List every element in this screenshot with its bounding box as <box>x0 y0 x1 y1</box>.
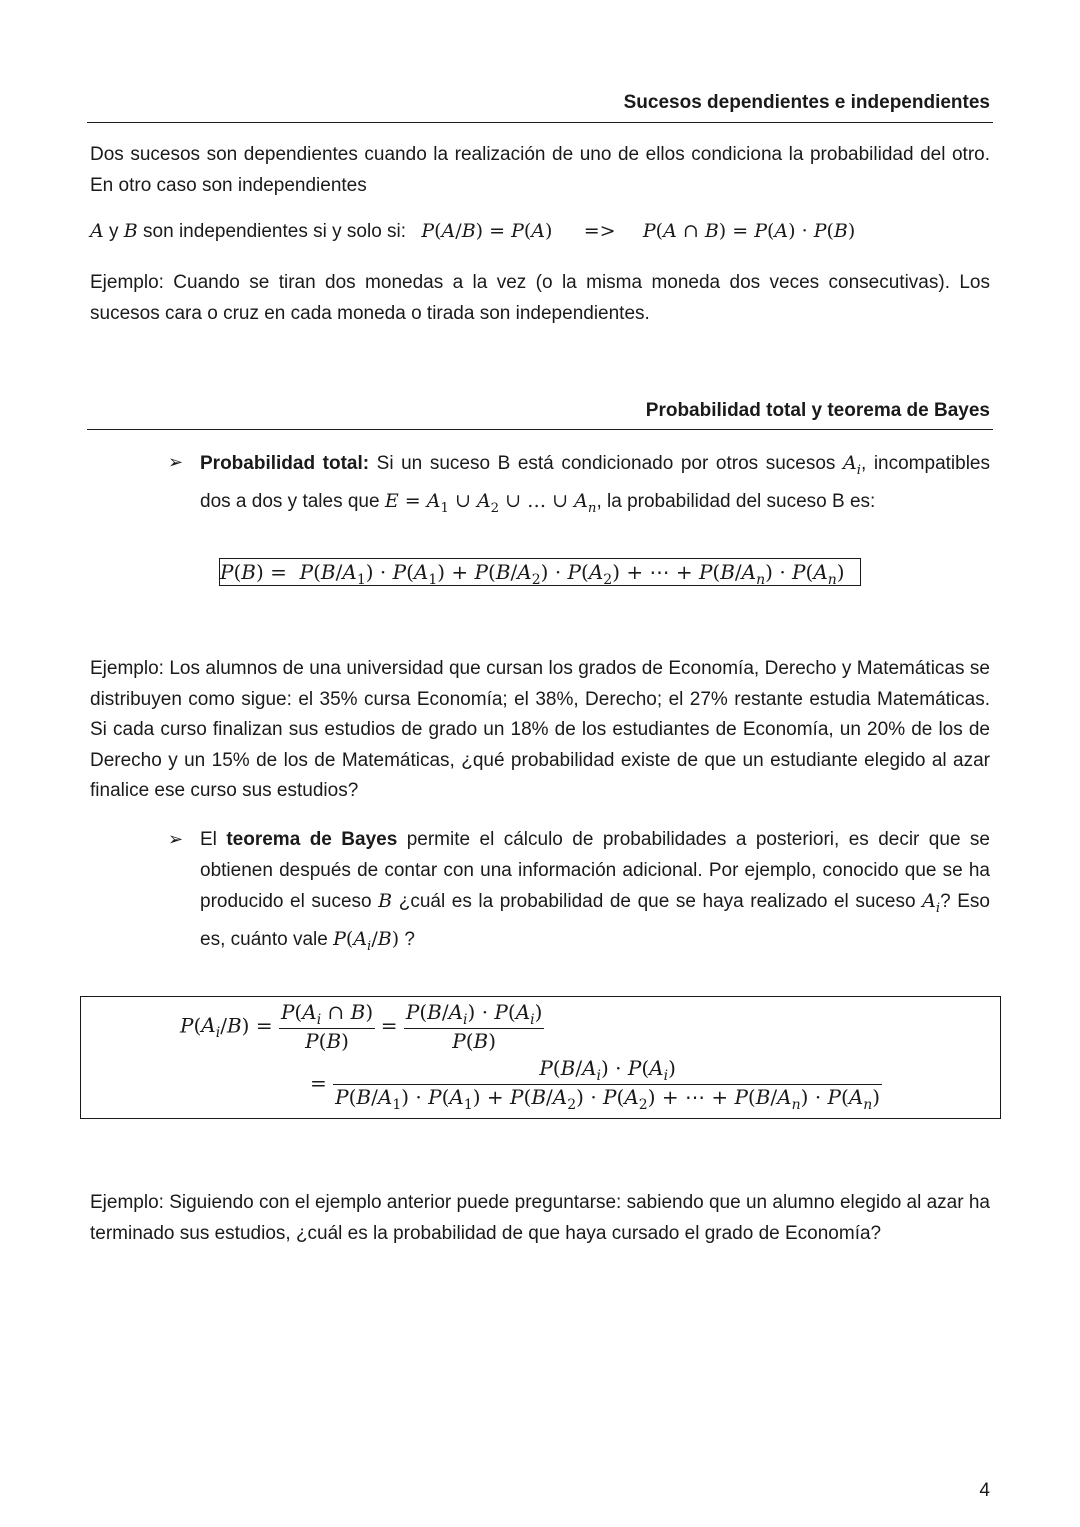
bayes-pre: El <box>200 829 217 850</box>
bayes-example: Ejemplo: Siguiendo con el ejemplo anterior puede preguntarse: sabiendo que un alumno elegido al azar ha terminado sus estudios, ¿cuál es la probabilidad de que haya cursado el grado de Economía? <box>90 1192 990 1244</box>
total-probability-text: Probabilidad total: Si un suceso B está condicionado por otros sucesos $A_i$, incompatibles dos a dos y tales que $E = A_1$ ∪ $A_2$ ∪ … ∪ $A_n$, la probabilidad del suceso B es: <box>200 452 991 517</box>
bullet-arrow-icon: ➢ <box>168 829 184 849</box>
definition-paragraph: Dos sucesos son dependientes cuando la realización de uno de ellos condiciona la probabilidad del otro. En otro caso son independientes <box>90 144 990 196</box>
total-probability-label: Probabilidad total: <box>200 453 370 474</box>
section-divider <box>87 429 993 430</box>
section-title-independence: Sucesos dependientes e independientes <box>623 92 990 113</box>
independence-example: Ejemplo: Cuando se tiran dos monedas a la vez (o la misma moneda dos veces consecutivas). Los sucesos cara o cruz en cada moneda o tirada son independientes. <box>90 272 990 324</box>
bayes-text-b: ¿cuál es la probabilidad de que se haya realizado el suceso <box>398 891 916 912</box>
bayes-text: El teorema de Bayes permite el cálculo de probabilidades a posteriori, es decir que se obtienen después de contar con una información adicional. Por ejemplo, conocido que se ha producido el suceso B ¿cuál es la probabilidad de que se haya realizado el suceso $A_i$? Eso es, cuánto vale $P(A_i/B)$ ? <box>200 829 990 955</box>
bayes-formula-line2: = $\frac{P(B/A_i) \cdot P(A_i)}{P(B/A_1) \cdot P(A_1) + P(B/A_2) \cdot P(A_2) + \cdots + P(B/A_n) \cdot P(A_n)}$ <box>310 1056 881 1113</box>
total-text-c: , la probabilidad del suceso B es: <box>596 491 876 513</box>
bayes-formula-line1: $P(A_i/B)$ = $\frac{P(A_i \cap B)}{P(B)}$ = $\frac{P(B/A_i) \cdot P(A_i)}{P(B)}$ <box>180 1000 543 1053</box>
bullet-arrow-icon: ➢ <box>168 452 184 472</box>
page-number: 4 <box>979 1480 990 1501</box>
independence-text: son independientes si y solo si: <box>143 221 407 242</box>
bayes-text-a: permite el cálculo de probabilidades a posteriori, es decir que se obtienen después de contar con una información adicional. Por ejemplo, conocido que se ha producido el suceso <box>200 829 990 912</box>
section-title-bayes: Probabilidad total y teorema de Bayes <box>645 400 990 421</box>
bayes-text-c: ? Eso es, cuánto vale <box>200 891 990 951</box>
independence-formula: A y B son independientes si y solo si: P(A/B) = P(A) => P(A ∩ B) = P(A) · P(B) <box>90 220 856 242</box>
bayes-label: teorema de Bayes <box>226 829 398 850</box>
section-divider <box>87 122 993 123</box>
total-probability-example: Ejemplo: Los alumnos de una universidad que cursan los grados de Economía, Derecho y Matemáticas se distribuyen como sigue: el 35% cursa Economía; el 38%, Derecho; el 27% restante estudia Matemáticas. Si cada curso finalizan sus estudios de grado un 18% de los estudiantes de Economía, un 20% de los de Derecho y un 15% de los de Matemáticas, ¿qué probabilidad existe de que un estudiante elegido al azar finalice ese curso sus estudios? <box>90 658 990 801</box>
total-text-b: , incompatibles dos a dos y tales que <box>200 453 991 513</box>
bayes-text-d: ? <box>404 929 415 951</box>
total-text-a: Si un suceso B está condicionado por otros sucesos <box>376 453 836 474</box>
total-probability-formula: $P(B) = P(B/A_1) \cdot P(A_1) + P(B/A_2) \cdot P(A_2)$ + ⋯ + $P(B/A_n) \cdot P(A_n)$ <box>219 558 861 586</box>
